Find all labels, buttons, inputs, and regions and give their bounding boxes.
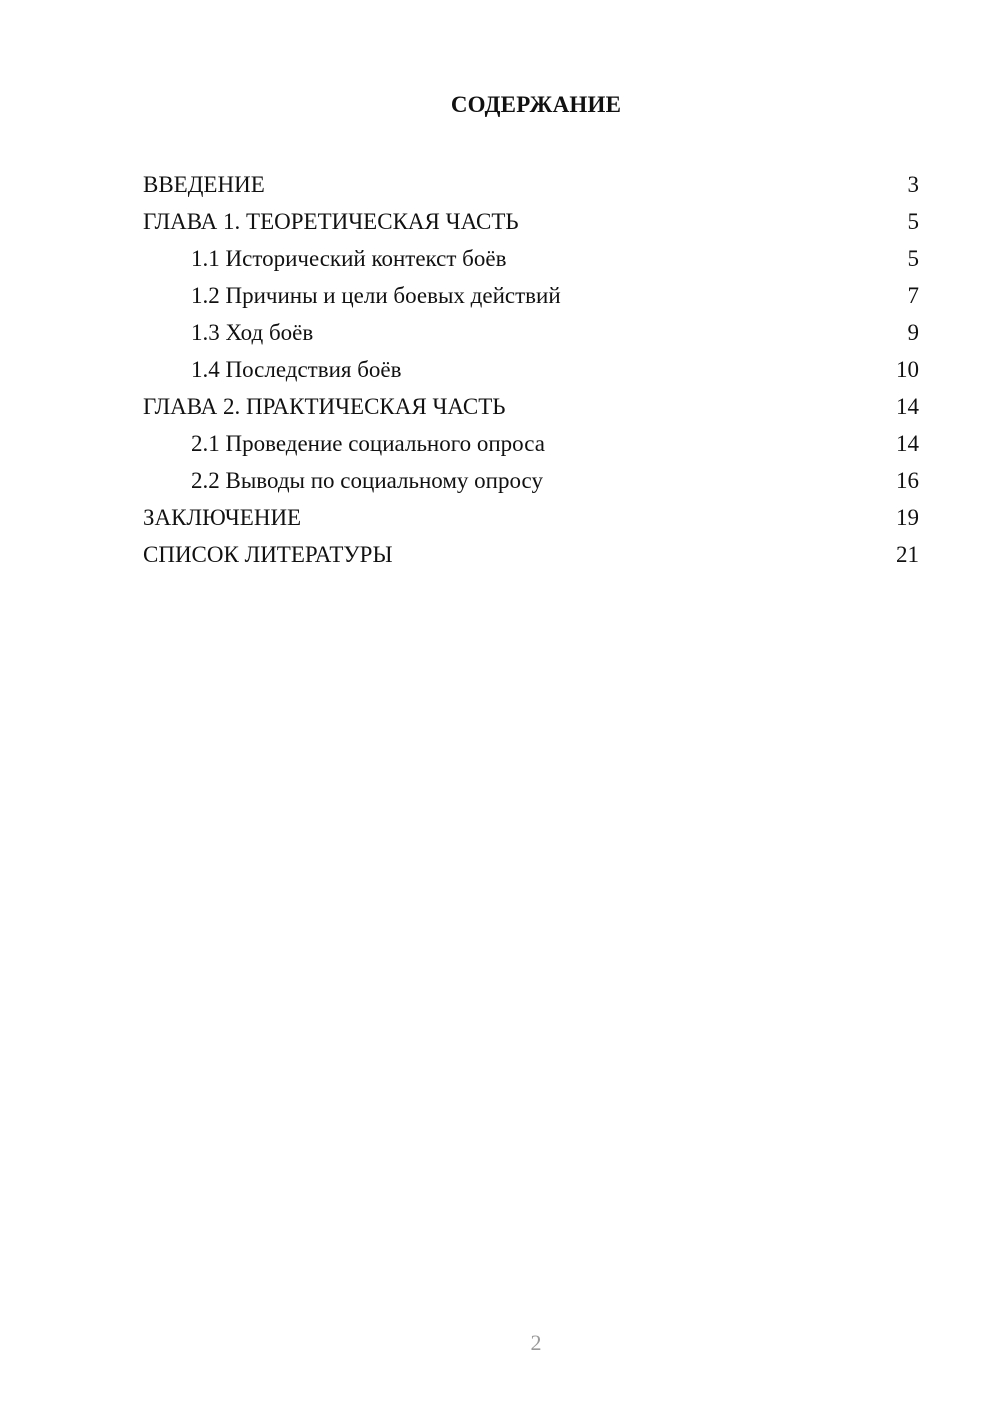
toc-entry-label: СПИСОК ЛИТЕРАТУРЫ bbox=[143, 542, 393, 567]
toc-entry-page: 9 bbox=[907, 320, 919, 345]
toc-entry-page: 14 bbox=[896, 394, 919, 419]
toc-entry-page: 19 bbox=[896, 505, 919, 530]
toc-entry-section-1-2[interactable] bbox=[143, 277, 919, 314]
toc-entry-section-1-1[interactable] bbox=[143, 240, 919, 277]
toc-entry-references[interactable] bbox=[143, 536, 919, 573]
toc-entry-page: 7 bbox=[907, 283, 919, 308]
toc-entry-label: 2.2 Выводы по социальному опросу bbox=[191, 468, 543, 493]
toc-entry-section-1-4[interactable] bbox=[143, 351, 919, 388]
toc-entry-label: 2.1 Проведение социального опроса bbox=[191, 431, 545, 456]
toc-entry-page: 21 bbox=[896, 542, 919, 567]
toc-entry-page: 3 bbox=[907, 172, 919, 197]
toc-entry-section-2-2[interactable] bbox=[143, 462, 919, 499]
page-number: 2 bbox=[530, 1330, 542, 1355]
toc-entry-page: 10 bbox=[896, 357, 919, 382]
toc-entry-page: 5 bbox=[907, 246, 919, 271]
toc-entry-chapter-1[interactable] bbox=[143, 203, 919, 240]
toc-entry-label: ГЛАВА 1. ТЕОРЕТИЧЕСКАЯ ЧАСТЬ bbox=[143, 209, 519, 234]
toc-entry-label: ВВЕДЕНИЕ bbox=[143, 172, 265, 197]
toc-entry-label: 1.4 Последствия боёв bbox=[191, 357, 402, 382]
toc-entry-label: 1.3 Ход боёв bbox=[191, 320, 314, 345]
toc-entry-introduction[interactable] bbox=[143, 166, 919, 203]
toc-entry-label: 1.2 Причины и цели боевых действий bbox=[191, 283, 561, 308]
toc-entry-section-1-3[interactable] bbox=[143, 314, 919, 351]
toc-entry-label: 1.1 Исторический контекст боёв bbox=[191, 246, 507, 271]
toc-entry-page: 14 bbox=[896, 431, 919, 456]
toc-entry-chapter-2[interactable] bbox=[143, 388, 919, 425]
page-title: СОДЕРЖАНИЕ bbox=[450, 92, 622, 117]
toc-entry-conclusion[interactable] bbox=[143, 499, 919, 536]
toc-entry-section-2-1[interactable] bbox=[143, 425, 919, 462]
toc-entry-page: 5 bbox=[907, 209, 919, 234]
toc-entry-label: ЗАКЛЮЧЕНИЕ bbox=[143, 505, 302, 530]
table-of-contents bbox=[143, 166, 919, 573]
toc-entry-label: ГЛАВА 2. ПРАКТИЧЕСКАЯ ЧАСТЬ bbox=[143, 394, 506, 419]
toc-entry-page: 16 bbox=[896, 468, 919, 493]
